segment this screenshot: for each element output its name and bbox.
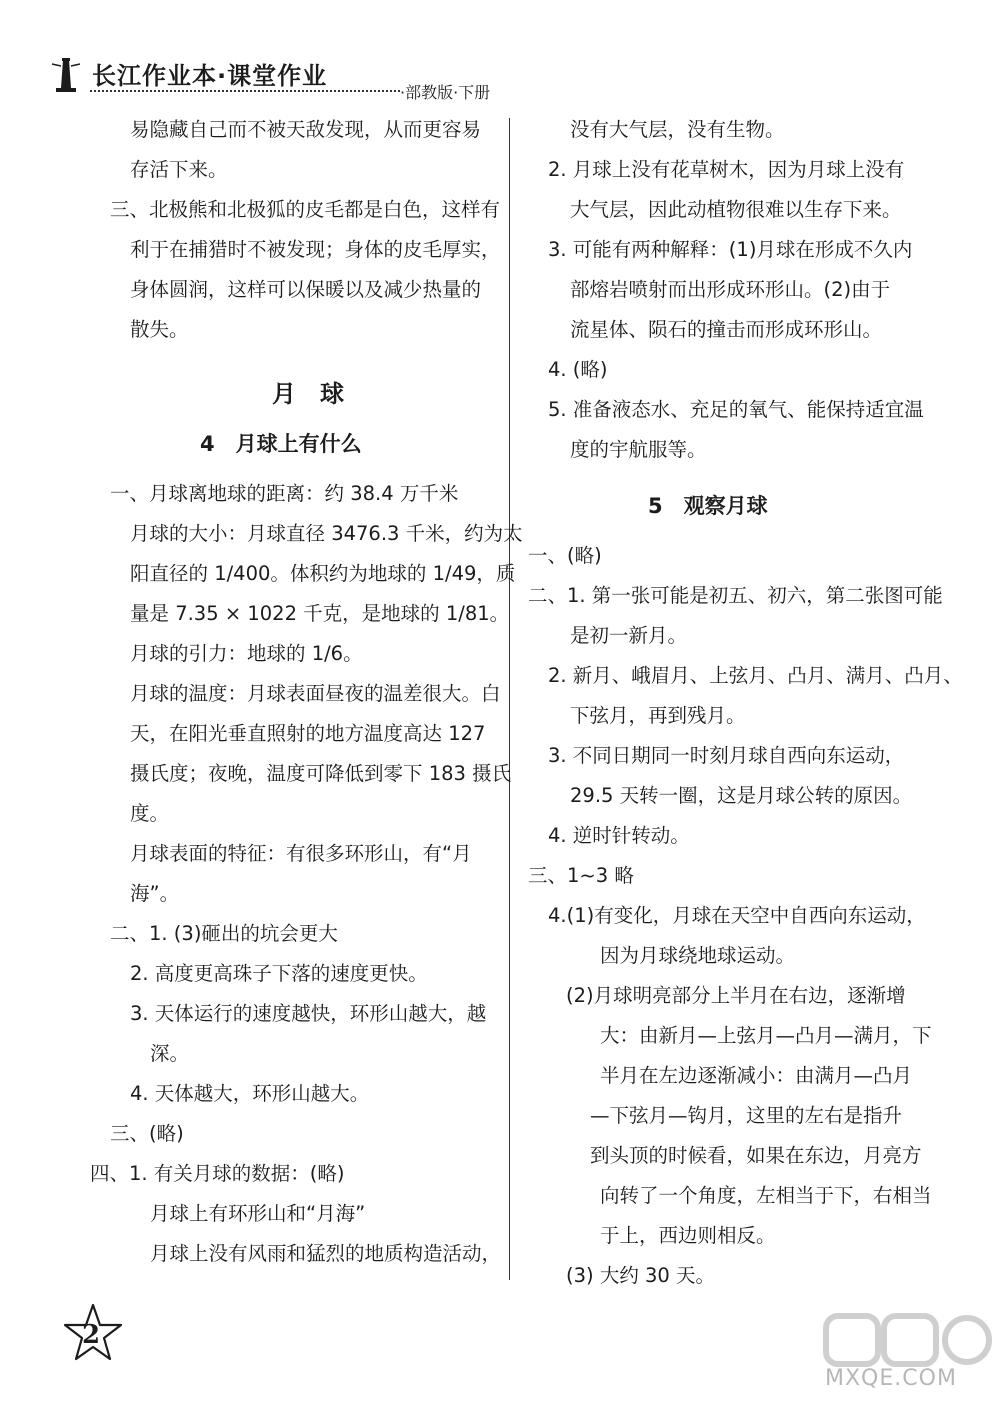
watermark-text: MXQE.COM [825,1366,957,1391]
text-line: 半月在左边逐渐减小：由满月—凸月 [600,1064,913,1087]
text-line: 29.5 天转一圈，这是月球公转的原因。 [570,784,913,807]
text-line: 因为月球绕地球运动。 [600,944,796,967]
text-line: 3. 天体运行的速度越快，环形山越大，越 [130,1002,487,1025]
text-line: 存活下来。 [130,158,228,181]
text-line: 月球的大小：月球直径 3476.3 千米，约为太 [130,522,523,545]
text-line: 5. 准备液态水、充足的氧气、能保持适宜温 [548,398,924,421]
text-line: 2. 新月、峨眉月、上弦月、凸月、满月、凸月、 [548,664,963,687]
page-number: 2 [82,1320,101,1350]
text-line: 海”。 [130,882,180,905]
text-line: 月球上有环形山和“月海” [150,1202,366,1225]
text-line: 深。 [150,1042,190,1065]
text-line: 二、1. 第一张可能是初五、初六，第二张图可能 [528,584,943,607]
text-line: 4. 天体越大，环形山越大。 [130,1082,370,1105]
text-line: 于上，西边则相反。 [600,1224,776,1247]
text-line: 四、1. 有关月球的数据：(略) [90,1162,345,1185]
text-line: 阳直径的 1/400。体积约为地球的 1/49，质 [130,562,516,585]
text-line: 2. 高度更高珠子下落的速度更快。 [130,962,428,985]
text-line: 度的宇航服等。 [570,438,707,461]
text-line: 下弦月，再到残月。 [570,704,746,727]
text-line: 部熔岩喷射而出形成环形山。(2)由于 [570,278,891,301]
text-line: (3) 大约 30 天。 [566,1264,716,1287]
text-line: 3. 不同日期同一时刻月球自西向东运动， [548,744,905,767]
text-line: 月球上没有风雨和猛烈的地质构造活动， [150,1242,502,1265]
text-line: 大气层，因此动植物很难以生存下来。 [570,198,902,221]
text-line: 月球的温度：月球表面昼夜的温差很大。白 [130,682,501,705]
text-line: 向转了一个角度，左相当于下，右相当 [600,1184,932,1207]
text-line: 量是 7.35 × 1022 千克，是地球的 1/81。 [130,602,510,625]
text-line: 身体圆润，这样可以保暖以及减少热量的 [130,278,482,301]
text-line: 2. 月球上没有花草树木，因为月球上没有 [548,158,905,181]
text-line: 天，在阳光垂直照射的地方温度高达 127 [130,722,486,745]
text-line: —下弦月—钩月，这里的左右是指升 [590,1104,903,1127]
text-line: 月球表面的特征：有很多环形山，有“月 [130,842,472,865]
header-dotted-rule [90,90,400,96]
text-line: 摄氏度；夜晚，温度可降低到零下 183 摄氏 [130,762,512,785]
text-line: 到头顶的时候看，如果在东边，月亮方 [590,1144,922,1167]
text-line: 没有大气层，没有生物。 [570,118,785,141]
text-line: (2)月球明亮部分上半月在右边，逐渐增 [566,984,906,1007]
section-title: 月 球 [272,380,344,408]
column-divider [509,118,510,1280]
edition-label: ·部教版·下册 [400,83,491,102]
text-line: 三、1~3 略 [528,864,634,887]
text-line: 流星体、陨石的撞击而形成环形山。 [570,318,883,341]
text-line: 利于在捕猎时不被发现；身体的皮毛厚实， [130,238,501,261]
lesson-title: 5 观察月球 [648,494,768,518]
text-line: 散失。 [130,318,189,341]
text-line: 三、北极熊和北极狐的皮毛都是白色，这样有 [110,198,501,221]
text-line: 4.(1)有变化，月球在天空中自西向东运动， [548,904,926,927]
text-line: 二、1. (3)砸出的坑会更大 [110,922,338,945]
text-line: 4. 逆时针转动。 [548,824,690,847]
lighthouse-logo-icon [50,56,82,96]
text-line: 大：由新月—上弦月—凸月—满月，下 [600,1024,932,1047]
book-title: 长江作业本·课堂作业 [92,62,328,90]
text-line: 是初一新月。 [570,624,688,647]
text-line: 三、(略) [110,1122,184,1145]
text-line: 度。 [130,802,170,825]
text-line: 一、月球离地球的距离：约 38.4 万千米 [110,482,459,505]
text-line: 易隐藏自己而不被天敌发现，从而更容易 [130,118,482,141]
text-line: 3. 可能有两种解释：(1)月球在形成不久内 [548,238,913,261]
text-line: 一、(略) [528,544,602,567]
lesson-title: 4 月球上有什么 [200,432,362,456]
text-line: 月球的引力：地球的 1/6。 [130,642,363,665]
text-line: 4. (略) [548,358,608,381]
